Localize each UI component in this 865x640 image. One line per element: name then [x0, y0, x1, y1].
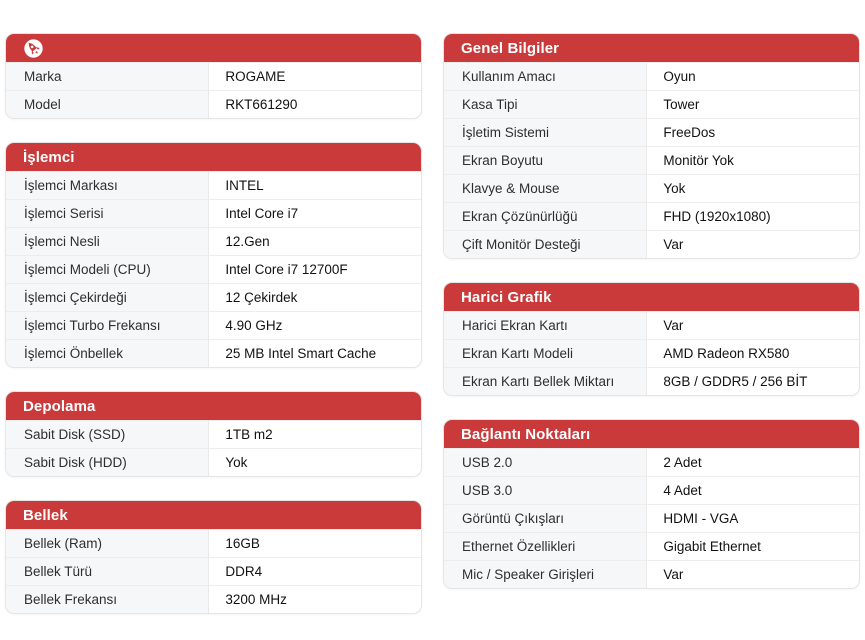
- section-title: Harici Grafik: [444, 283, 859, 311]
- table-row: [444, 504, 859, 532]
- spec-value: Intel Core i7: [225, 206, 299, 221]
- rocket-logo-icon: [23, 38, 44, 59]
- card-cpu: [5, 142, 422, 368]
- card-product-header: [6, 34, 421, 62]
- table-row: [444, 202, 859, 230]
- spec-label: USB 3.0: [444, 477, 647, 504]
- spec-value: Yok: [663, 181, 686, 196]
- spec-value: INTEL: [225, 178, 264, 193]
- table-row: [444, 367, 859, 395]
- table-row: [6, 448, 421, 476]
- spec-label: İşlemci Serisi: [6, 200, 209, 227]
- table-row: [6, 557, 421, 585]
- section-title: Depolama: [6, 392, 421, 420]
- card-storage: [5, 391, 422, 477]
- table-row: [6, 227, 421, 255]
- table-row: [6, 585, 421, 613]
- spec-label: Sabit Disk (HDD): [6, 449, 209, 476]
- table-row: [444, 118, 859, 146]
- card-product: [5, 33, 422, 119]
- spec-value: Var: [663, 237, 684, 252]
- section-title: Bellek: [6, 501, 421, 529]
- spec-value: Intel Core i7 12700F: [225, 262, 348, 277]
- spec-value: 2 Adet: [663, 455, 702, 470]
- spec-value: Yok: [225, 455, 248, 470]
- spec-label: Bellek Frekansı: [6, 586, 209, 613]
- spec-value: Gigabit Ethernet: [663, 539, 761, 554]
- spec-value: FHD (1920x1080): [663, 209, 771, 224]
- card-general-info: [443, 33, 860, 259]
- card-ports: [443, 419, 860, 589]
- table-row: [6, 171, 421, 199]
- spec-label: Model: [6, 91, 209, 118]
- right-column: [443, 33, 860, 637]
- spec-label: Ekran Çözünürlüğü: [444, 203, 647, 230]
- spec-value: Tower: [663, 97, 700, 112]
- spec-label: Klavye & Mouse: [444, 175, 647, 202]
- spec-label: İşlemci Modeli (CPU): [6, 256, 209, 283]
- spec-label: İşlemci Çekirdeği: [6, 284, 209, 311]
- spec-label: Bellek (Ram): [6, 530, 209, 557]
- table-row: [6, 62, 421, 90]
- spec-value: 12.Gen: [225, 234, 270, 249]
- spec-label: Harici Ekran Kartı: [444, 312, 647, 339]
- table-row: [444, 339, 859, 367]
- spec-value: 1TB m2: [225, 427, 273, 442]
- spec-label: Çift Monitör Desteği: [444, 231, 647, 258]
- table-row: [444, 560, 859, 588]
- table-row: [444, 146, 859, 174]
- spec-value: 12 Çekirdek: [225, 290, 298, 305]
- table-row: [6, 311, 421, 339]
- table-row: [444, 448, 859, 476]
- spec-value: Oyun: [663, 69, 696, 84]
- spec-value: 3200 MHz: [225, 592, 287, 607]
- spec-label: Sabit Disk (SSD): [6, 421, 209, 448]
- spec-label: İşlemci Turbo Frekansı: [6, 312, 209, 339]
- spec-value: Monitör Yok: [663, 153, 734, 168]
- table-row: [444, 532, 859, 560]
- spec-value: 4 Adet: [663, 483, 702, 498]
- spec-value: 16GB: [225, 536, 260, 551]
- spec-value: RKT661290: [225, 97, 298, 112]
- spec-value: ROGAME: [225, 69, 286, 84]
- spec-value: DDR4: [225, 564, 263, 579]
- table-row: [6, 529, 421, 557]
- table-row: [444, 476, 859, 504]
- spec-label: Ethernet Özellikleri: [444, 533, 647, 560]
- spec-value: 4.90 GHz: [225, 318, 283, 333]
- spec-label: İşlemci Markası: [6, 172, 209, 199]
- spec-label: İşlemci Önbellek: [6, 340, 209, 367]
- card-memory: [5, 500, 422, 614]
- spec-value: Var: [663, 567, 684, 582]
- spec-value: HDMI - VGA: [663, 511, 739, 526]
- spec-label: Mic / Speaker Girişleri: [444, 561, 647, 588]
- spec-label: Ekran Kartı Bellek Miktarı: [444, 368, 647, 395]
- table-row: [444, 230, 859, 258]
- spec-label: Bellek Türü: [6, 558, 209, 585]
- table-row: [6, 339, 421, 367]
- spec-label: Ekran Kartı Modeli: [444, 340, 647, 367]
- spec-label: İşlemci Nesli: [6, 228, 209, 255]
- table-row: [6, 420, 421, 448]
- spec-label: Kullanım Amacı: [444, 63, 647, 90]
- left-column: [5, 33, 422, 637]
- table-row: [444, 90, 859, 118]
- spec-label: Kasa Tipi: [444, 91, 647, 118]
- spec-label: Görüntü Çıkışları: [444, 505, 647, 532]
- table-row: [444, 311, 859, 339]
- section-title: Bağlantı Noktaları: [444, 420, 859, 448]
- table-row: [6, 283, 421, 311]
- section-title: Genel Bilgiler: [444, 34, 859, 62]
- spec-label: USB 2.0: [444, 449, 647, 476]
- table-row: [6, 199, 421, 227]
- card-external-graphics: [443, 282, 860, 396]
- spec-label: Ekran Boyutu: [444, 147, 647, 174]
- table-row: [6, 255, 421, 283]
- spec-label: İşletim Sistemi: [444, 119, 647, 146]
- spec-label: Marka: [6, 63, 209, 90]
- table-row: [6, 90, 421, 118]
- table-row: [444, 62, 859, 90]
- table-row: [444, 174, 859, 202]
- spec-value: AMD Radeon RX580: [663, 346, 790, 361]
- spec-value: FreeDos: [663, 125, 716, 140]
- spec-value: 25 MB Intel Smart Cache: [225, 346, 377, 361]
- spec-value: Var: [663, 318, 684, 333]
- spec-value: 8GB / GDDR5 / 256 BİT: [663, 374, 808, 389]
- section-title: İşlemci: [6, 143, 421, 171]
